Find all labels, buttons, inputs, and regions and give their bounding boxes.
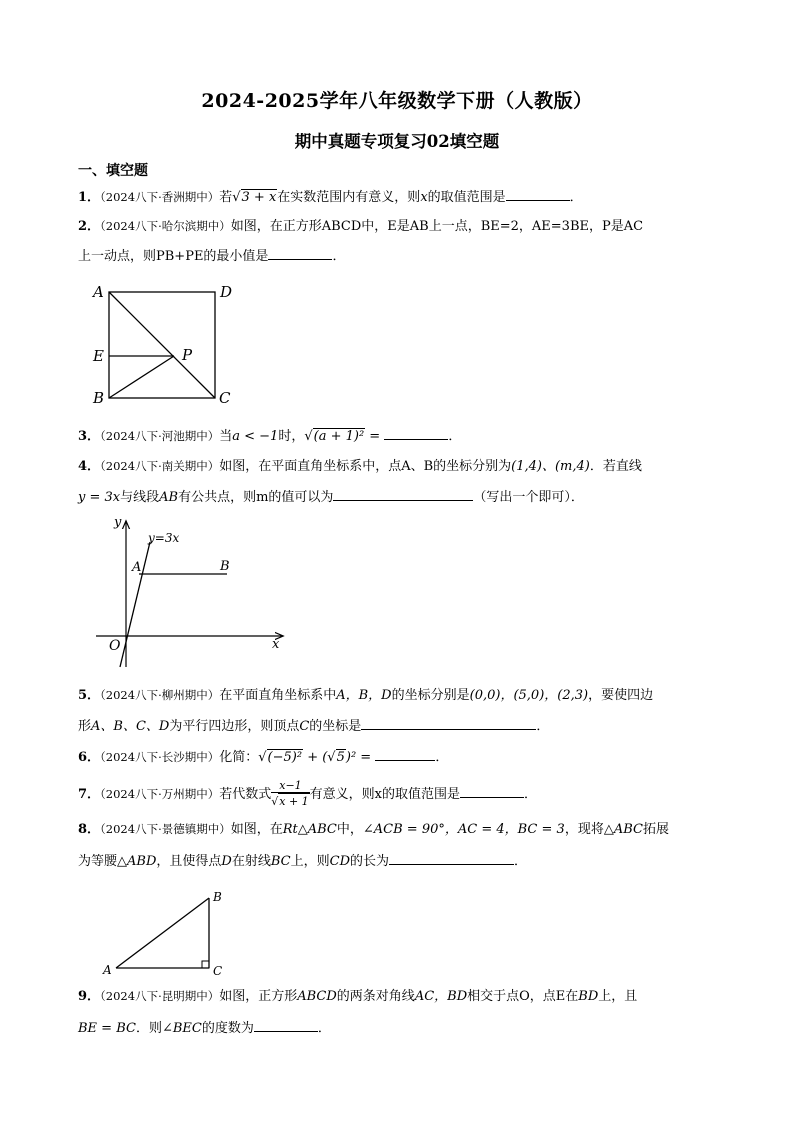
- label-B: B: [93, 389, 105, 407]
- triangle-figure: [100, 888, 240, 978]
- question-1: 1．（2024八下·香洲期中）若√3 + x在实数范围内有意义，则x的取值范围是 ．: [78, 187, 583, 207]
- label-B: B: [213, 890, 222, 904]
- answer-blank: [254, 1018, 318, 1032]
- question-7: 7．（2024八下·万州期中）若代数式 $\frac{x-1}{√x + 1}$ 有意义，则x的取值范围是 ．: [78, 779, 538, 808]
- label-A: A: [132, 560, 142, 575]
- answer-blank: [506, 187, 570, 201]
- label-A: A: [93, 283, 104, 301]
- label-E: E: [93, 347, 104, 365]
- question-9: 9．（2024八下·昆明期中）如图，正方形ABCD的两条对角线AC，BD相交于点O，点E在BD上，且: [78, 989, 638, 1004]
- answer-blank: [460, 784, 524, 798]
- page-title: 2024-2025学年八年级数学下册（人教版）: [201, 90, 593, 112]
- label-D: D: [220, 283, 233, 301]
- question-2: 2．（2024八下·哈尔滨期中）如图，在正方形ABCD中，E是AB上一点，BE=2，AE=3BE，P是AC: [78, 219, 644, 234]
- label-C: C: [213, 964, 223, 978]
- answer-blank: [333, 487, 473, 501]
- origin-label: O: [109, 638, 121, 654]
- question-4-line2: y = 3x与线段AB有公共点，则m的值可以为 （写出一个即可）．: [78, 487, 584, 507]
- question-2-line2: 上一动点，则PB+PE的最小值是 ．: [78, 246, 345, 266]
- label-C: C: [219, 389, 231, 407]
- axis-y-label: y: [114, 515, 122, 530]
- question-5: 5．（2024八下·柳州期中）在平面直角坐标系中A，B，D的坐标分别是(0,0)，(5,0)，(2,3)，要使四边: [78, 688, 654, 703]
- question-6: 6．（2024八下·长沙期中）化简：√(−5)² + (√5)² = ．: [78, 747, 448, 767]
- label-B: B: [220, 559, 230, 574]
- line-label: y=3x: [148, 531, 180, 545]
- answer-blank: [375, 747, 435, 761]
- coordinate-figure: [92, 512, 292, 672]
- answer-blank: [389, 851, 514, 865]
- question-4: 4．（2024八下·南关期中）如图，在平面直角坐标系中，点A、B的坐标分别为(1,4)、(m,4)．若直线: [78, 459, 642, 474]
- label-P: P: [182, 346, 193, 364]
- question-8-line2: 为等腰△ABD，且使得点D在射线BC上，则CD的长为 ．: [78, 851, 527, 871]
- answer-blank: [268, 246, 332, 260]
- page-subtitle: 期中真题专项复习02填空题: [294, 132, 500, 151]
- axis-x-label: x: [272, 637, 280, 652]
- label-A: A: [103, 963, 112, 977]
- square-figure: [90, 280, 240, 410]
- answer-blank: [384, 426, 448, 440]
- question-8: 8．（2024八下·景德镇期中）如图，在Rt△ABC中，∠ACB = 90°，AC = 4，BC = 3，现将△ABC拓展: [78, 822, 669, 837]
- answer-blank: [361, 716, 536, 730]
- question-5-line2: 形A、B、C、D为平行四边形，则顶点C的坐标是 ．: [78, 716, 549, 736]
- section-heading: 一、填空题: [78, 163, 148, 179]
- question-3: 3．（2024八下·河池期中）当a < −1时，√(a + 1)² = ．: [78, 426, 461, 446]
- question-9-line2: BE = BC．则∠BEC的度数为 ．: [78, 1018, 331, 1038]
